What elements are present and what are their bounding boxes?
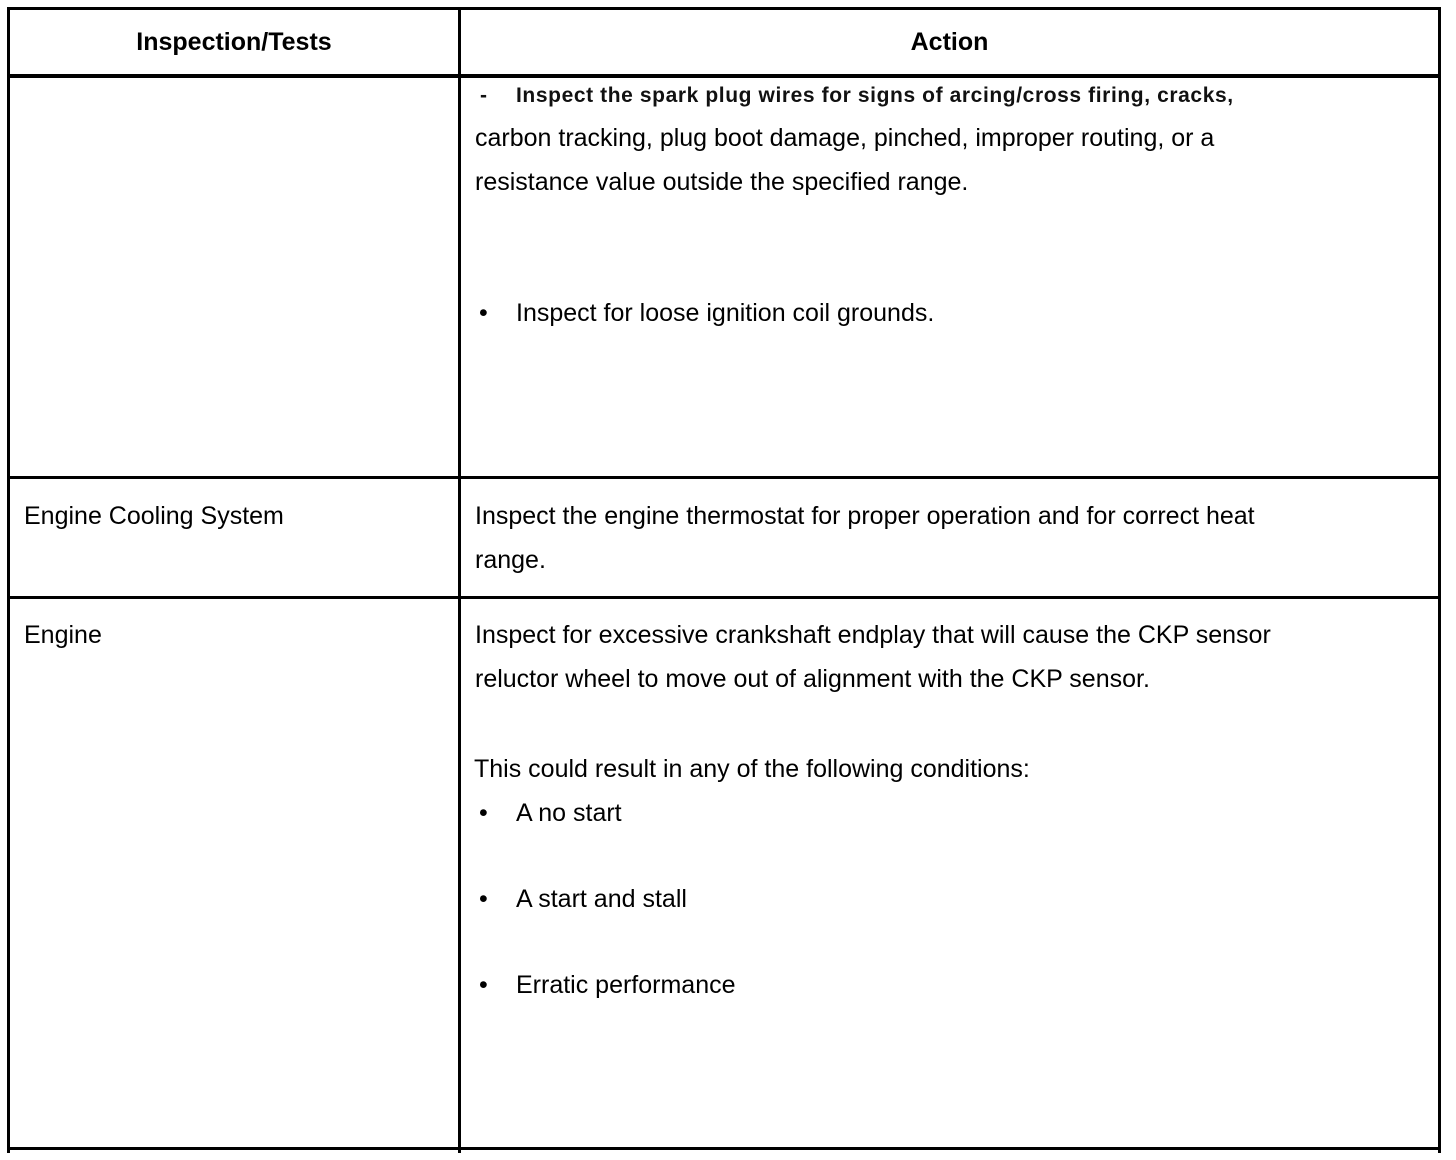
row2-action-line1: Inspect the engine thermostat for proper operation and for correct heat (475, 502, 1255, 530)
row3-conditions-intro: This could result in any of the following conditions: (474, 755, 1030, 783)
row3-condition-item: A no start (516, 799, 622, 827)
row2-inspection: Engine Cooling System (24, 502, 284, 530)
table-bottom-border (10, 1147, 1438, 1150)
row1-action-bullet1-line1: Inspect the spark plug wires for signs of arcing/cross firing, cracks, (516, 84, 1234, 107)
row2-action-line2: range. (475, 546, 546, 574)
row3-condition-item: A start and stall (516, 885, 687, 913)
inspection-table (7, 7, 1441, 1153)
header-inspection-tests: Inspection/Tests (136, 28, 332, 56)
row3-inspection: Engine (24, 621, 102, 649)
row3-condition-item: Erratic performance (516, 971, 736, 999)
row1-bullet2-symbol: • (479, 299, 488, 327)
row1-action-bullet2: Inspect for loose ignition coil grounds. (516, 299, 935, 327)
row1-action-bullet1-line2: carbon tracking, plug boot damage, pinched, improper routing, or a (475, 124, 1215, 152)
row3-condition-bullet: • (479, 971, 488, 999)
row3-condition-bullet: • (479, 799, 488, 827)
row3-action-line1: Inspect for excessive crankshaft endplay that will cause the CKP sensor (475, 621, 1271, 649)
row3-condition-bullet: • (479, 885, 488, 913)
row1-dash-bullet: - (480, 84, 488, 107)
header-action: Action (910, 28, 989, 56)
row-divider-2 (10, 596, 1438, 599)
row3-action-line2: reluctor wheel to move out of alignment with the CKP sensor. (475, 665, 1150, 693)
column-divider (458, 10, 461, 1153)
row1-action-bullet1-line3: resistance value outside the specified range. (475, 168, 969, 196)
header-divider (10, 74, 1438, 78)
row-divider-1 (10, 476, 1438, 479)
